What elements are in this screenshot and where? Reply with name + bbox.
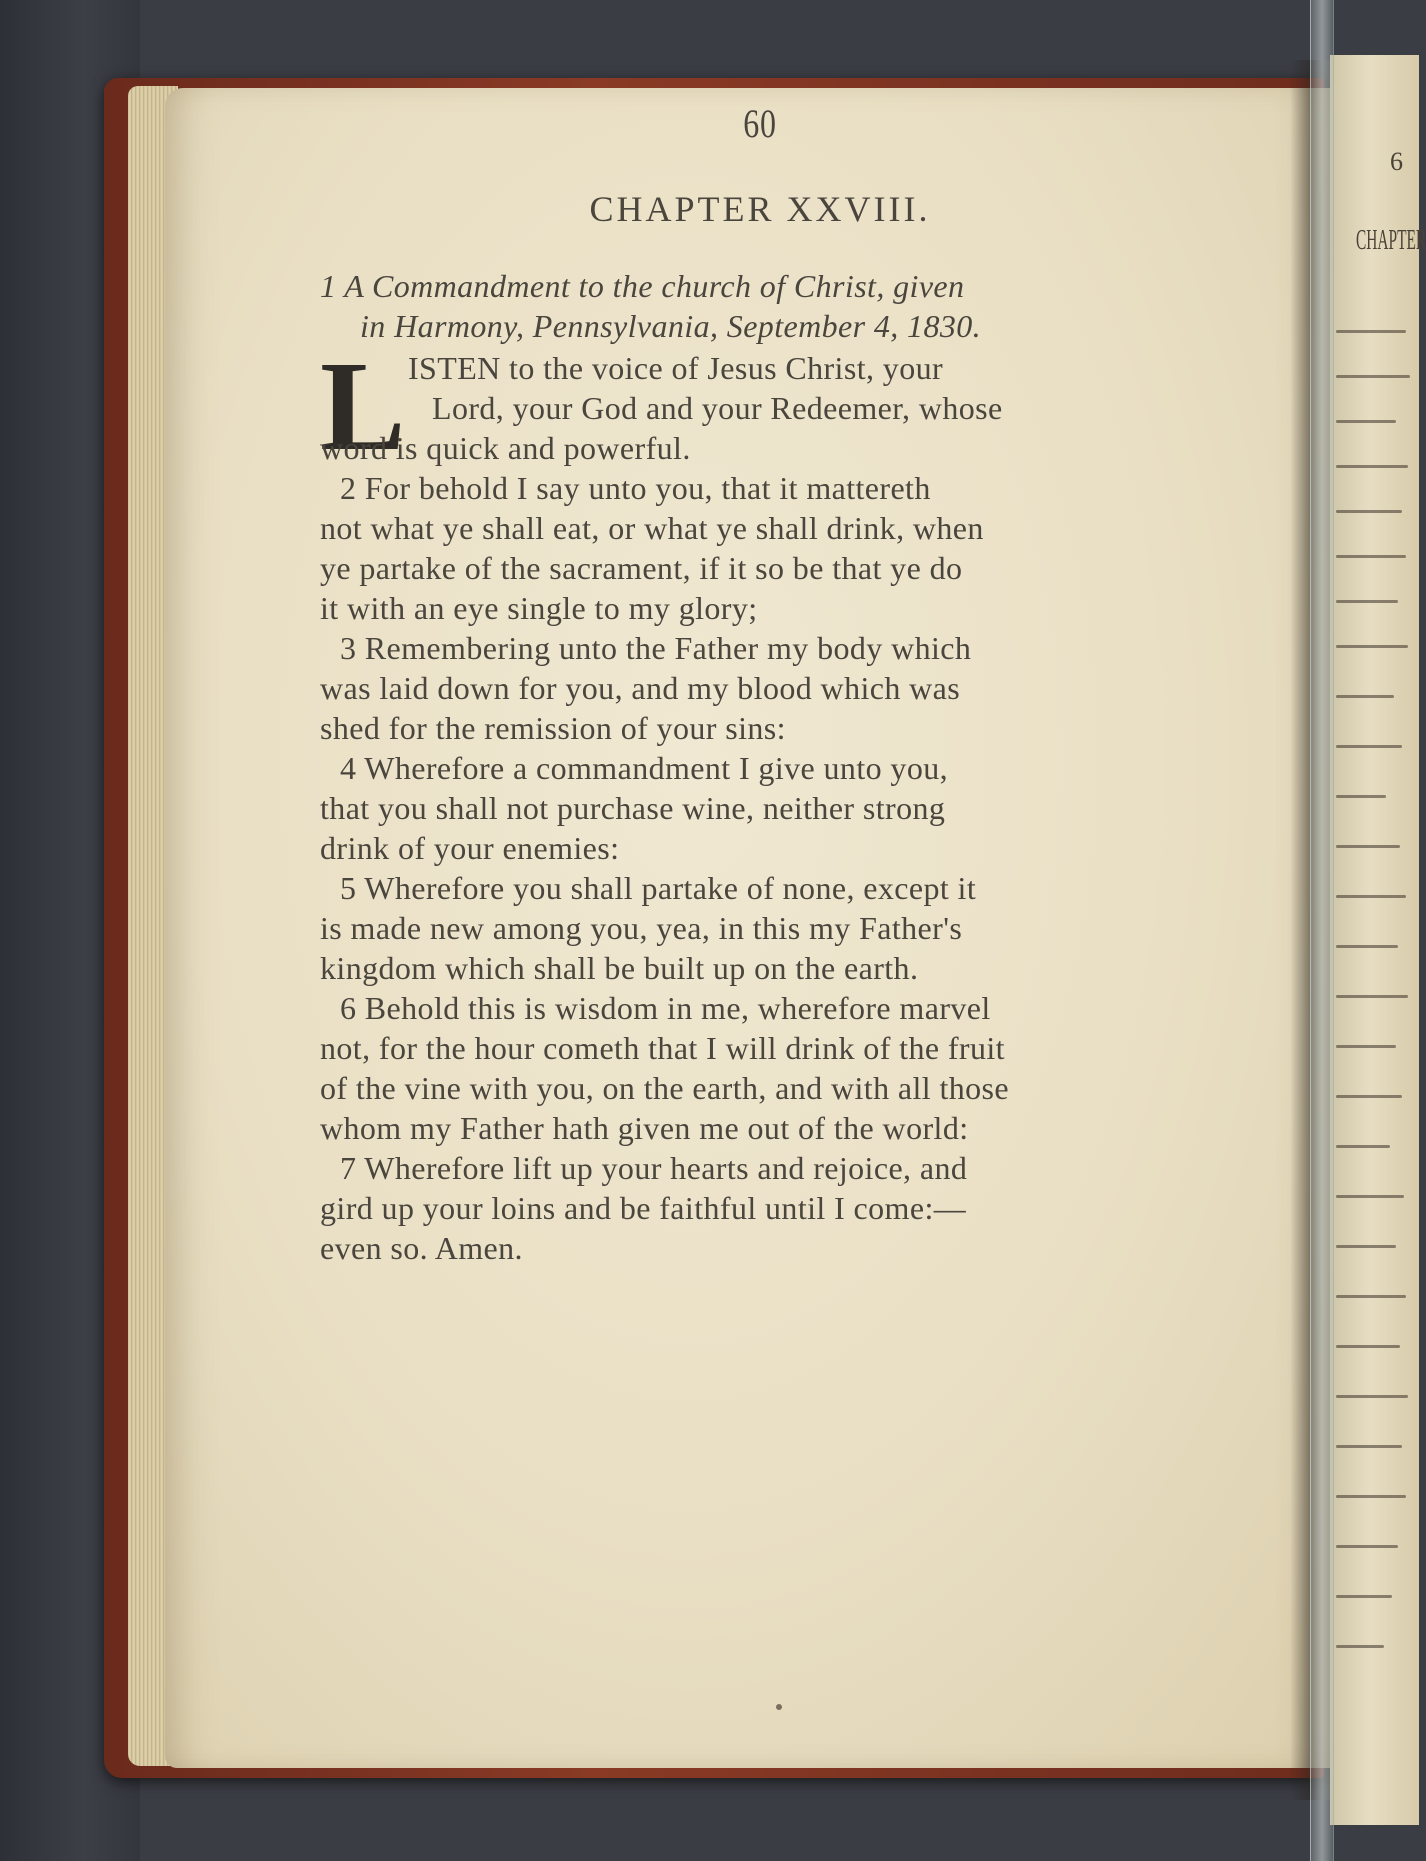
text-line: whom my Father hath given me out of the world: [320, 1110, 969, 1146]
text-line: shed for the remission of your sins: [320, 710, 786, 746]
text-line: that you shall not purchase wine, neither strong [320, 790, 946, 826]
text-line: kingdom which shall be built up on the earth. [320, 950, 919, 986]
facing-text-line [1336, 895, 1406, 898]
text-line: even so. Amen. [320, 1230, 523, 1266]
drop-cap: L [320, 335, 406, 477]
facing-page-number: 6 [1390, 147, 1403, 176]
facing-text-line [1336, 695, 1394, 698]
facing-text-line [1336, 1045, 1396, 1048]
chapter-title: CHAPTER XXVIII. [589, 189, 931, 229]
facing-text-line [1336, 1595, 1392, 1598]
text-line: Lord, your God and your Redeemer, whose [432, 390, 1003, 426]
text-line: ye partake of the sacrament, if it so be that ye do [320, 550, 963, 586]
glass-plate [1310, 0, 1334, 1861]
facing-text-line [1336, 1395, 1408, 1398]
facing-text-line [1336, 995, 1408, 998]
facing-text-line [1336, 330, 1406, 333]
heading-line-1: 1 A Commandment to the church of Christ, given [320, 268, 965, 304]
facing-text-line [1336, 600, 1398, 603]
facing-text-line [1336, 845, 1400, 848]
text-line: gird up your loins and be faithful until I come:— [320, 1190, 967, 1226]
facing-text-line [1336, 510, 1402, 513]
facing-text-line [1336, 1345, 1400, 1348]
text-line: 7 Wherefore lift up your hearts and rejoice, and [340, 1150, 968, 1186]
facing-text-line [1336, 745, 1402, 748]
text-line: not, for the hour cometh that I will drink of the fruit [320, 1030, 1005, 1066]
facing-text-line [1336, 1145, 1390, 1148]
text-line: 6 Behold this is wisdom in me, wherefore marvel [340, 990, 991, 1026]
facing-chapter-title: CHAPTER [1356, 225, 1426, 256]
facing-text-line [1336, 1645, 1384, 1648]
text-line: 2 For behold I say unto you, that it mattereth [340, 470, 931, 506]
text-line: 3 Remembering unto the Father my body which [340, 630, 972, 666]
facing-text-line [1336, 1495, 1406, 1498]
text-line: drink of your enemies: [320, 830, 620, 866]
facing-text-line [1336, 1095, 1402, 1098]
text-line: 4 Wherefore a commandment I give unto you, [340, 750, 949, 786]
paper-speck [776, 1704, 782, 1710]
heading-line-2: in Harmony, Pennsylvania, September 4, 1830. [360, 308, 982, 344]
page-number: 60 [743, 101, 777, 146]
text-line: of the vine with you, on the earth, and with all those [320, 1070, 1010, 1106]
facing-text-line [1336, 1195, 1404, 1198]
text-line: it with an eye single to my glory; [320, 590, 758, 626]
facing-text-line [1336, 645, 1408, 648]
facing-text-line [1336, 1445, 1402, 1448]
text-line: not what ye shall eat, or what ye shall drink, when [320, 510, 984, 546]
facing-text-line [1336, 555, 1406, 558]
text-line: is made new among you, yea, in this my Father's [320, 910, 963, 946]
text-line: 5 Wherefore you shall partake of none, except it [340, 870, 977, 906]
facing-text-line [1336, 795, 1386, 798]
facing-text-line [1336, 1245, 1396, 1248]
facing-text-line [1336, 1295, 1406, 1298]
facing-text-line [1336, 465, 1408, 468]
text-line: ISTEN to the voice of Jesus Christ, your [408, 350, 944, 386]
facing-text-line [1336, 420, 1396, 423]
facing-page [1330, 55, 1426, 1825]
text-line: word is quick and powerful. [320, 430, 691, 466]
text-line: was laid down for you, and my blood which was [320, 670, 961, 706]
facing-text-line [1336, 945, 1398, 948]
facing-text-line [1336, 1545, 1398, 1548]
facing-text-line [1336, 375, 1410, 378]
